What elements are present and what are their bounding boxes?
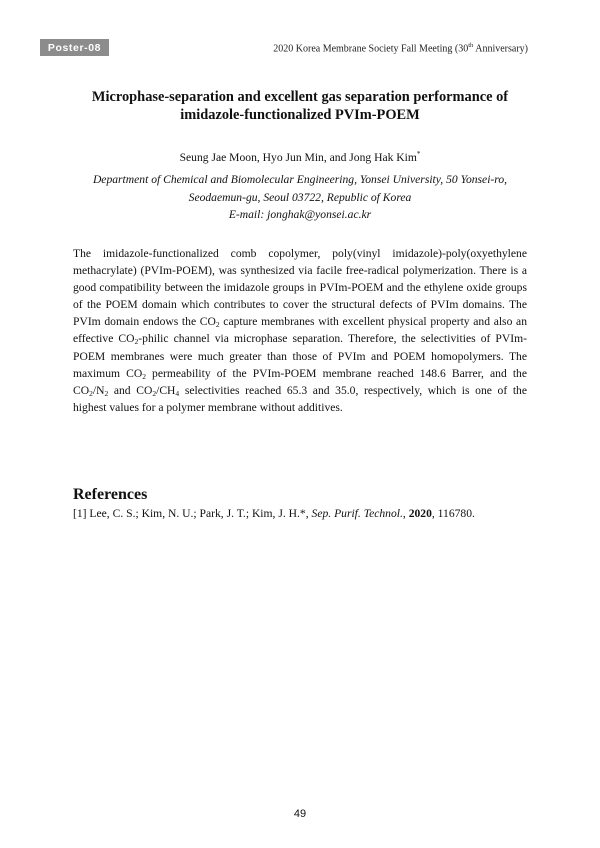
abstract-text: selectivities reached 65.3 and 35.0, respectively, which is one of the highest values for a polymer membrane without additives. (73, 383, 527, 414)
subscript: 2 (89, 388, 93, 398)
affiliation-line-1: Department of Chemical and Biomolecular Engineering, Yonsei University, 50 Yonsei-ro, (92, 173, 508, 186)
abstract-text: /N (92, 383, 105, 397)
paper-title (60, 88, 540, 124)
title-line-1: Microphase-separation and excellent gas separation performance of (91, 89, 509, 105)
corresponding-mark: * (416, 150, 421, 158)
abstract-text: /CH (156, 383, 176, 397)
abstract-text: -philic channel via microphase separation. Therefore, the selectivities of PVIm-POEM membranes were much greater than those of PVIm and POEM homopolymers. The maximum CO (73, 332, 527, 380)
conference-header (273, 42, 528, 54)
references-heading: References (73, 486, 148, 503)
reference-separator: , (402, 507, 409, 520)
reference-journal: Sep. Purif. Technol. (311, 507, 403, 520)
header-text: 2020 Korea Membrane Society Fall Meeting (30 (273, 43, 469, 55)
abstract (73, 245, 527, 416)
abstract-text: permeability of the PVIm-POEM membrane reached 148.6 Barrer, and the CO (73, 366, 527, 397)
page-number: 49 (293, 808, 307, 820)
affiliation (60, 171, 540, 224)
subscript: 2 (134, 337, 139, 347)
affiliation-line-2: Seodaemun-gu, Seoul 03722, Republic of Korea (188, 190, 412, 204)
poster-badge: Poster-08 (40, 39, 109, 56)
subscript: 2 (215, 320, 220, 330)
abstract-text: The imidazole-functionalized comb copolymer, poly(vinyl imidazole)-poly(oxyethylene methacrylate) (PVIm-POEM), was synthesized via facile free-radical polymerization. There is a good compatibility between the imidazole groups in PVIm-POEM and the ethylene oxide groups of the POEM domain which contributes to cover the structural defects of PVIm domains. The PVIm domain endows the CO (73, 247, 527, 329)
authors (60, 150, 540, 164)
abstract-text: and CO (108, 383, 153, 397)
reference-authors: [1] Lee, C. S.; Kim, N. U.; Park, J. T.; Kim, J. H.*, (73, 507, 312, 520)
reference-pages: , 116780. (431, 507, 475, 520)
subscript: 2 (104, 388, 109, 398)
abstract-text: capture membranes with excellent physical property and also an effective CO (73, 315, 527, 346)
reference-year: 2020 (408, 507, 432, 520)
reference-item (73, 507, 533, 520)
subscript: 2 (142, 371, 146, 381)
subscript: 2 (152, 388, 157, 398)
title-line-2: imidazole-functionalized PVIm-POEM (180, 107, 420, 123)
header-superscript: th (468, 42, 474, 49)
header-text-end: Anniversary) (473, 43, 528, 55)
author-names: Seung Jae Moon, Hyo Jun Min, and Jong Hak Kim (179, 150, 417, 164)
subscript: 4 (175, 388, 180, 398)
affiliation-email: E-mail: jonghak@yonsei.ac.kr (228, 208, 372, 221)
